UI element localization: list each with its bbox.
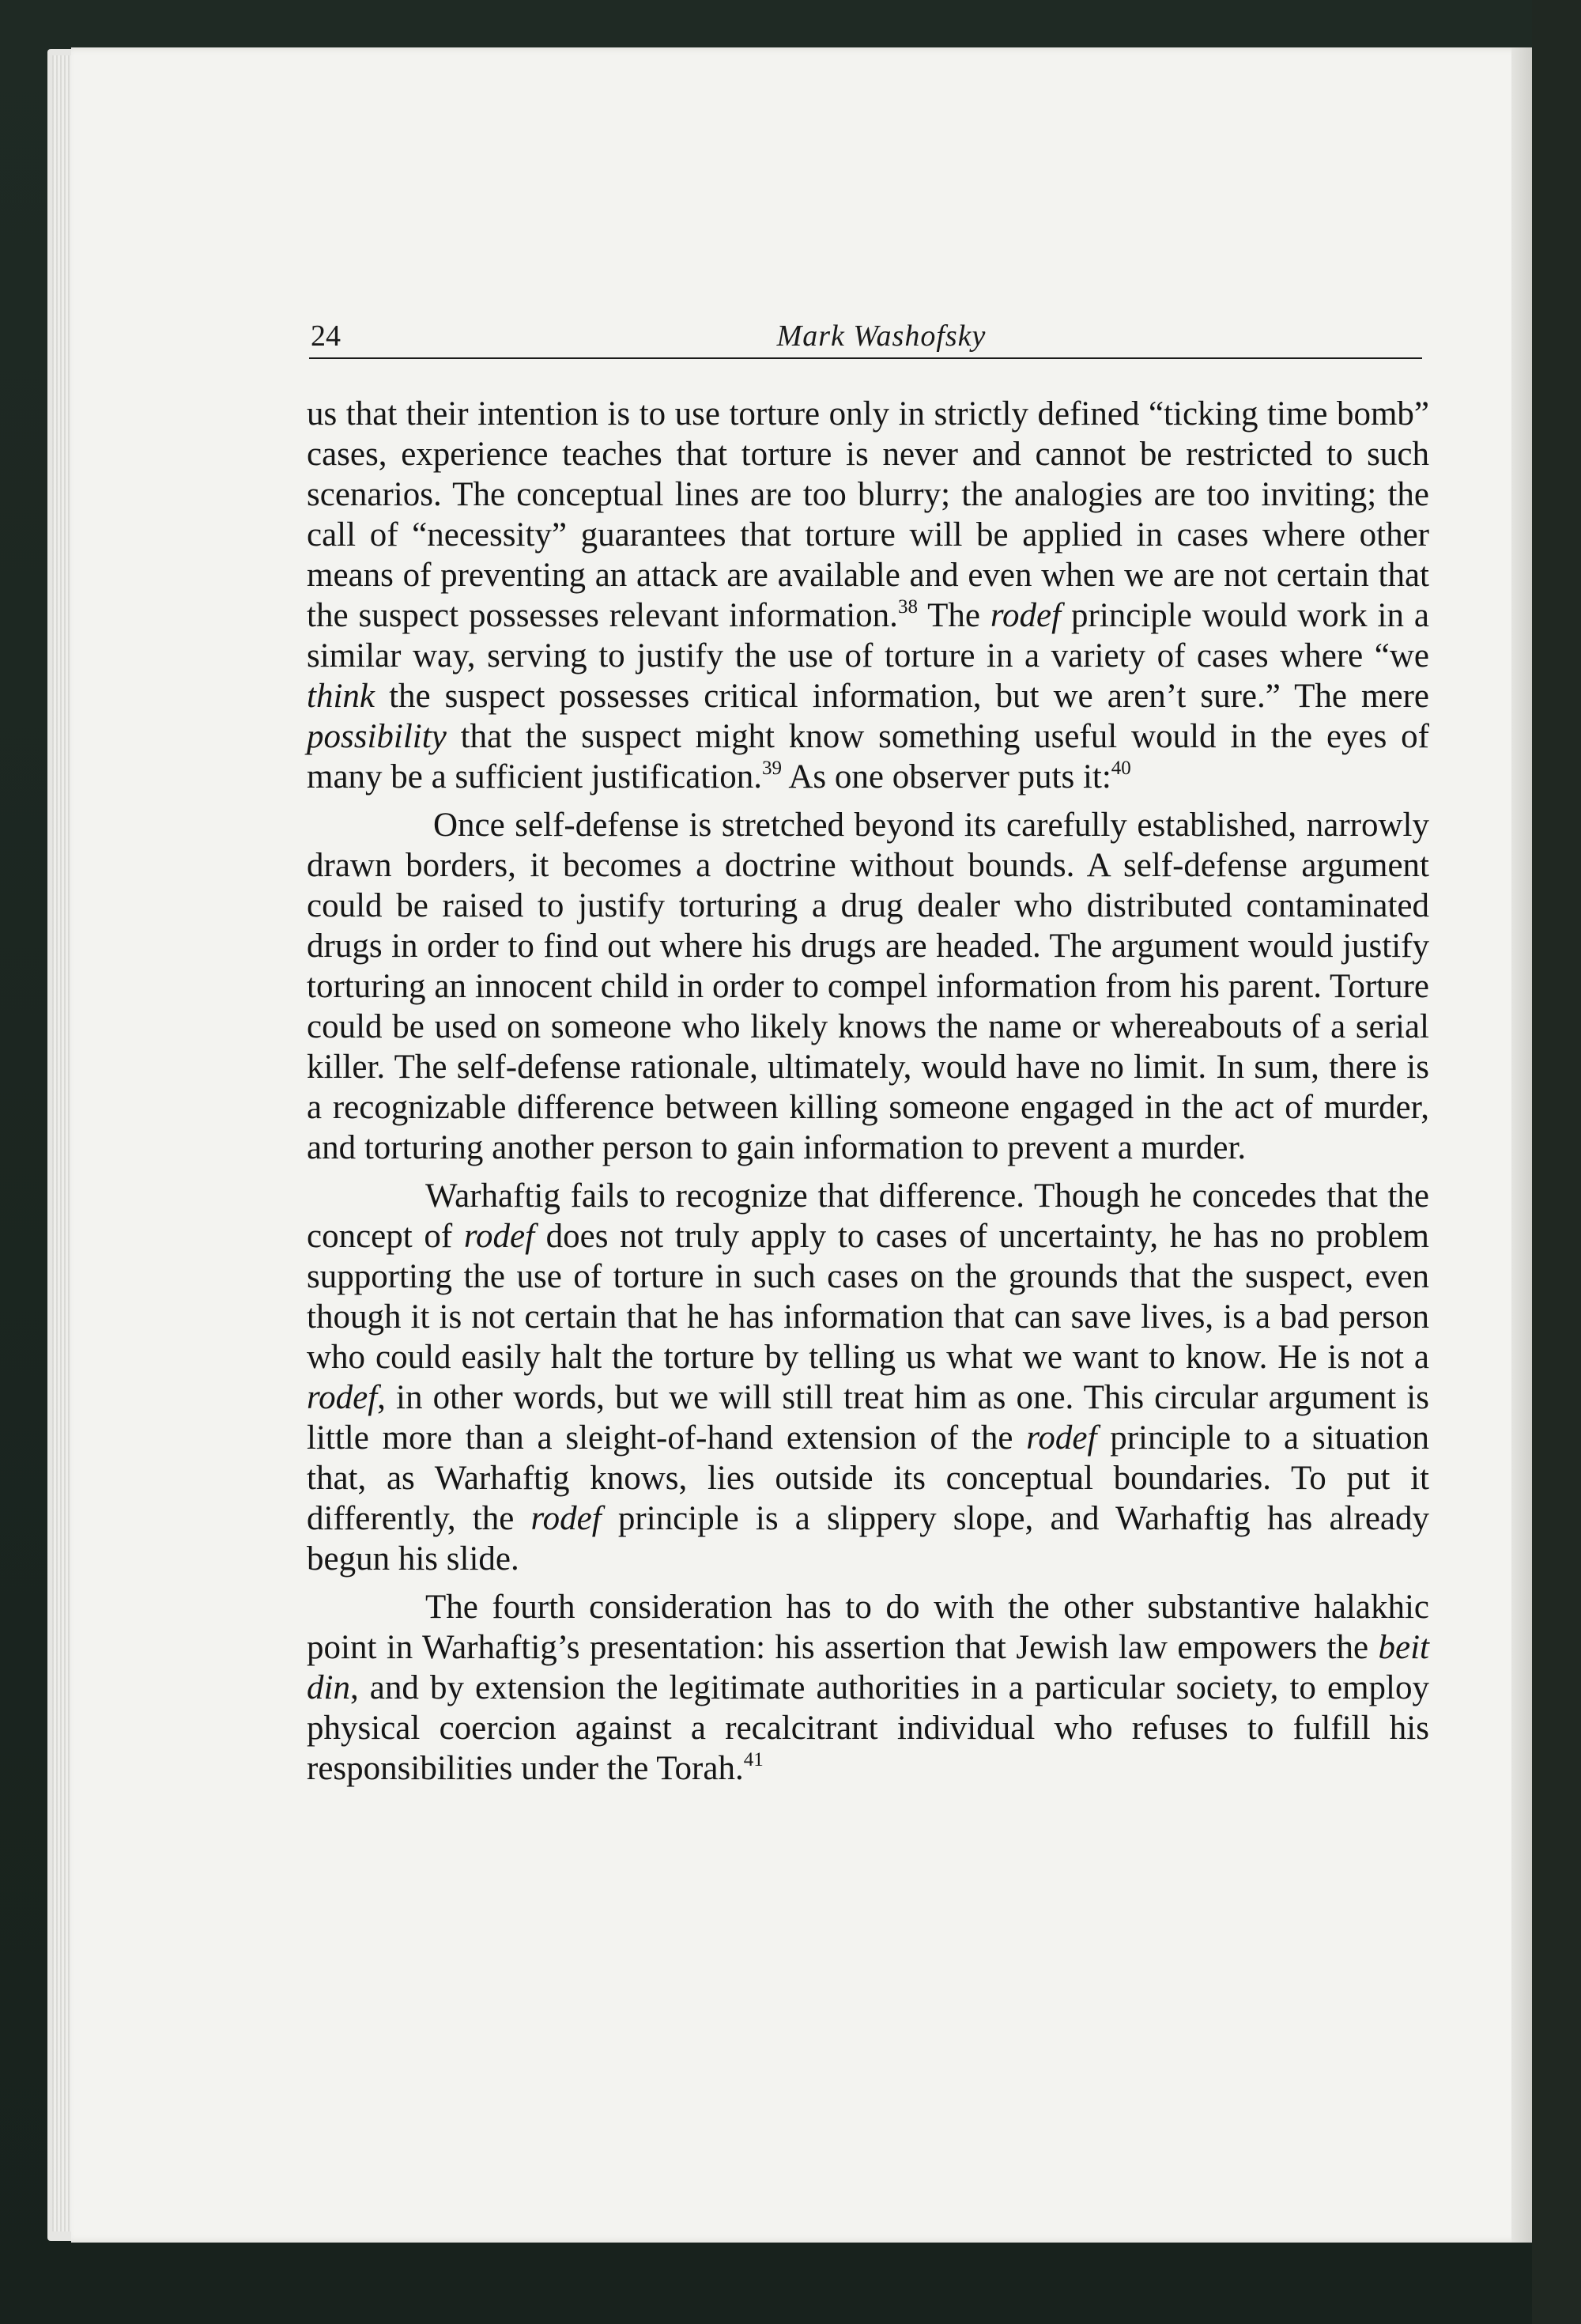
scan-dark-border: [1532, 0, 1581, 2324]
footnote-ref-39: 39: [761, 758, 782, 779]
footnote-ref-38: 38: [897, 596, 918, 618]
paragraph-3: Warhaftig fails to recognize that difference. Though he concedes that the concept of rodef does not truly apply to cases of uncertainty, he has no problem supporting the use of torture in such cases on the grounds that the suspect, even though it is not certain that he has information that can save lives, is a bad person who could easily halt the torture by telling us what we want to know. He is not a rodef, in other words, but we will still treat him as one. This circular argument is little more than a sleight-of-hand extension of the rodef principle to a situation that, as Warhaftig knows, lies outside its conceptual boundaries. To put it differently, the rodef principle is a slippery slope, and Warhaftig has already begun his slide.: [307, 1177, 1429, 1578]
paragraph-4: The fourth consideration has to do with the other substantive halakhic point in Warhaftig’s presentation: his assertion that Jewish law empowers the beit din, and by extension the legitimate authorities in a particular society, to employ physical coercion against a recalcitrant individual who refuses to fulfill his responsibilities under the Torah.$^{41}$: [307, 1589, 1429, 1787]
body-text: [307, 394, 1429, 1789]
footnote-ref-41: 41: [743, 1749, 764, 1770]
footnote-ref-40: 40: [1111, 758, 1131, 779]
page-right-edge: [1511, 47, 1532, 2243]
running-head: Mark Washofsky: [776, 319, 987, 353]
block-quote: Once self-defense is stretched beyond its carefully established, narrowly drawn borders, it becomes a doctrine without bounds. A self-defense argument could be raised to justify torturing a drug dealer who distributed contaminated drugs in order to find out where his drugs are headed. The argument would justify torturing an innocent child in order to compel information from his parent. Torture could be used on someone who likely knows the name or whereabouts of a serial killer. The self-defense rationale, ultimately, would have no limit. In sum, there is a recognizable difference between killing someone engaged in the act of murder, and torturing another person to gain information to prevent a murder.: [307, 807, 1429, 1166]
page-header: [309, 318, 1422, 359]
paragraph-1: us that their intention is to use torture only in strictly defined “ticking time bomb” cases, experience teaches that torture is never and cannot be restricted to such scenarios. The conceptual lines are too blurry; the analogies are too inviting; the call of “necessity” guarantees that torture will be applied in cases where other means of preventing an attack are available and even when we are not certain that the suspect possesses relevant information.$^{38}$ The rodef principle would work in a similar way, serving to justify the use of torture in a variety of cases where “we think the suspect possesses critical information, but we aren’t sure.” The mere possibility that the suspect might know something useful would in the eyes of many be a sufficient justification.$^{39}$ As one observer puts it:$^{40}$: [307, 395, 1429, 795]
page-number: 24: [311, 319, 341, 353]
